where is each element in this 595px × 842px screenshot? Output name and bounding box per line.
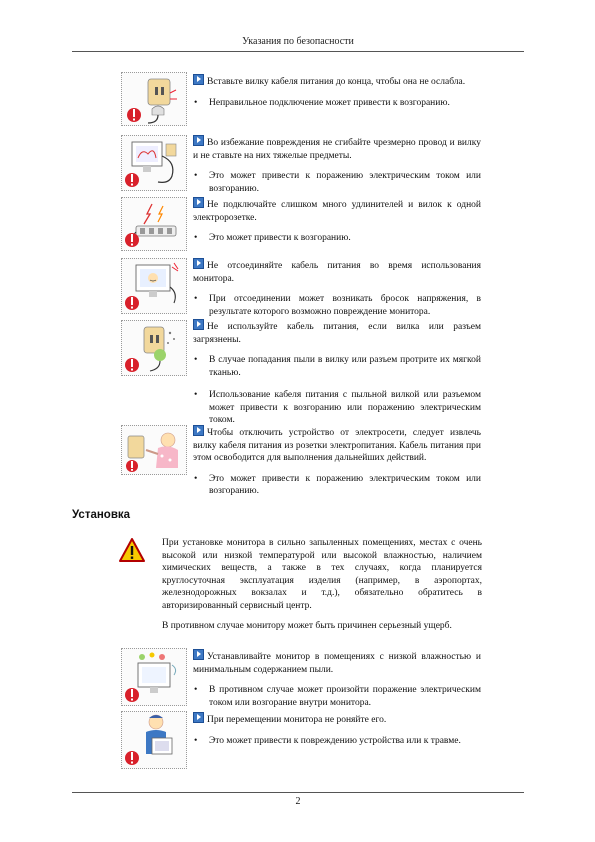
arrow-bullet-icon — [193, 135, 204, 146]
item-bullet: • Использование кабеля питания с пыльной вилкой или разъемом может привести к возгоранию или поражению электрическим током. — [193, 389, 481, 427]
arrow-bullet-icon — [193, 425, 204, 436]
arrow-bullet-icon — [193, 258, 204, 269]
notice-paragraph: При установке монитора в сильно запыленных помещениях, местах с очень высокой или низкой температурой или высокой влажностью, наличием химических веществ, а также в тех случаях, когда планируется круглосуточная эксплуатация изделия (например, в аэропортах, железнодорожных вокзалах и т.д.), обязательно обратитесь в авторизированный сервисный центр. — [162, 538, 482, 611]
notice-paragraph: В противном случае монитору может быть причинен серьезный ущерб. — [162, 621, 452, 631]
installation-notice — [162, 537, 482, 641]
arrow-bullet-icon — [193, 712, 204, 723]
item-lead: Вставьте вилку кабеля питания до конца, чтобы она не ослабла. — [207, 77, 466, 87]
item-lead: Устанавливайте монитор в помещениях с низкой влажностью и минимальным содержанием пыли. — [193, 652, 481, 675]
safety-item — [193, 712, 481, 754]
page-number: 2 — [295, 796, 301, 807]
item-lead: Чтобы отключить устройство от электросети, следует извлечь вилку кабеля питания из розетки электропитания. Кабель питания при этом освободится для выполнения дальнейших действий. — [193, 428, 481, 463]
unplug-monitor-icon — [122, 259, 186, 313]
arrow-bullet-icon — [193, 319, 204, 330]
section-title: Установка — [72, 509, 131, 521]
illustration-overload — [121, 197, 187, 251]
item-lead: Не используйте кабель питания, если вилка или разъем загрязнены. — [193, 322, 481, 345]
illustration-dirty-plug — [121, 320, 187, 376]
item-bullet: • В противном случае может произойти поражение электрическим током или возгорание внутри монитора. — [193, 684, 481, 709]
item-bullet: • Это может привести к повреждению устройства или к травме. — [193, 735, 481, 748]
illustration-carrying — [121, 711, 187, 769]
safety-item — [193, 649, 481, 716]
page-header: Указания по безопасности — [242, 36, 354, 47]
header-divider — [72, 51, 524, 52]
warning-triangle-icon — [118, 537, 146, 563]
plug-illustration-icon — [122, 73, 186, 125]
safety-item — [193, 258, 481, 325]
item-bullet: • В случае попадания пыли в вилку или разъем протрите их мягкой тканью. — [193, 354, 481, 379]
item-lead: Не отсоединяйте кабель питания во время использования монитора. — [193, 261, 481, 284]
illustration-cable-bend — [121, 135, 187, 191]
person-unplugging-icon — [122, 426, 186, 474]
illustration-disconnect — [121, 258, 187, 314]
dusty-plug-icon — [122, 321, 186, 375]
item-bullet: • Неправильное подключение может привести к возгоранию. — [193, 97, 481, 110]
safety-item — [193, 74, 481, 116]
item-lead: Не подключайте слишком много удлинителей и вилок к одной электророзетке. — [193, 200, 481, 223]
monitor-dust-icon — [122, 649, 186, 705]
arrow-bullet-icon — [193, 649, 204, 660]
item-bullet: • Это может привести к поражению электрическим током или возгоранию. — [193, 170, 481, 195]
item-lead: Во избежание повреждения не сгибайте чрезмерно провод и вилку и не ставьте на них тяжелые предметы. — [193, 138, 481, 161]
arrow-bullet-icon — [193, 197, 204, 208]
safety-item — [193, 135, 481, 202]
safety-item — [193, 197, 481, 252]
monitor-cable-icon — [122, 136, 186, 190]
person-carrying-monitor-icon — [122, 712, 186, 768]
item-bullet: • Это может привести к возгоранию. — [193, 232, 481, 245]
safety-item — [193, 319, 481, 434]
illustration-plug-insert — [121, 72, 187, 126]
arrow-bullet-icon — [193, 74, 204, 85]
illustration-unplug-person — [121, 425, 187, 475]
item-bullet: • Это может привести к поражению электрическим током или возгоранию. — [193, 473, 481, 498]
item-bullet: • При отсоединении может возникать бросок напряжения, в результате которого возможно повреждение монитора. — [193, 293, 481, 318]
safety-item — [193, 425, 481, 505]
power-strip-icon — [122, 198, 186, 250]
footer-divider — [72, 792, 524, 793]
item-lead: При перемещении монитора не роняйте его. — [207, 715, 387, 725]
illustration-humidity — [121, 648, 187, 706]
